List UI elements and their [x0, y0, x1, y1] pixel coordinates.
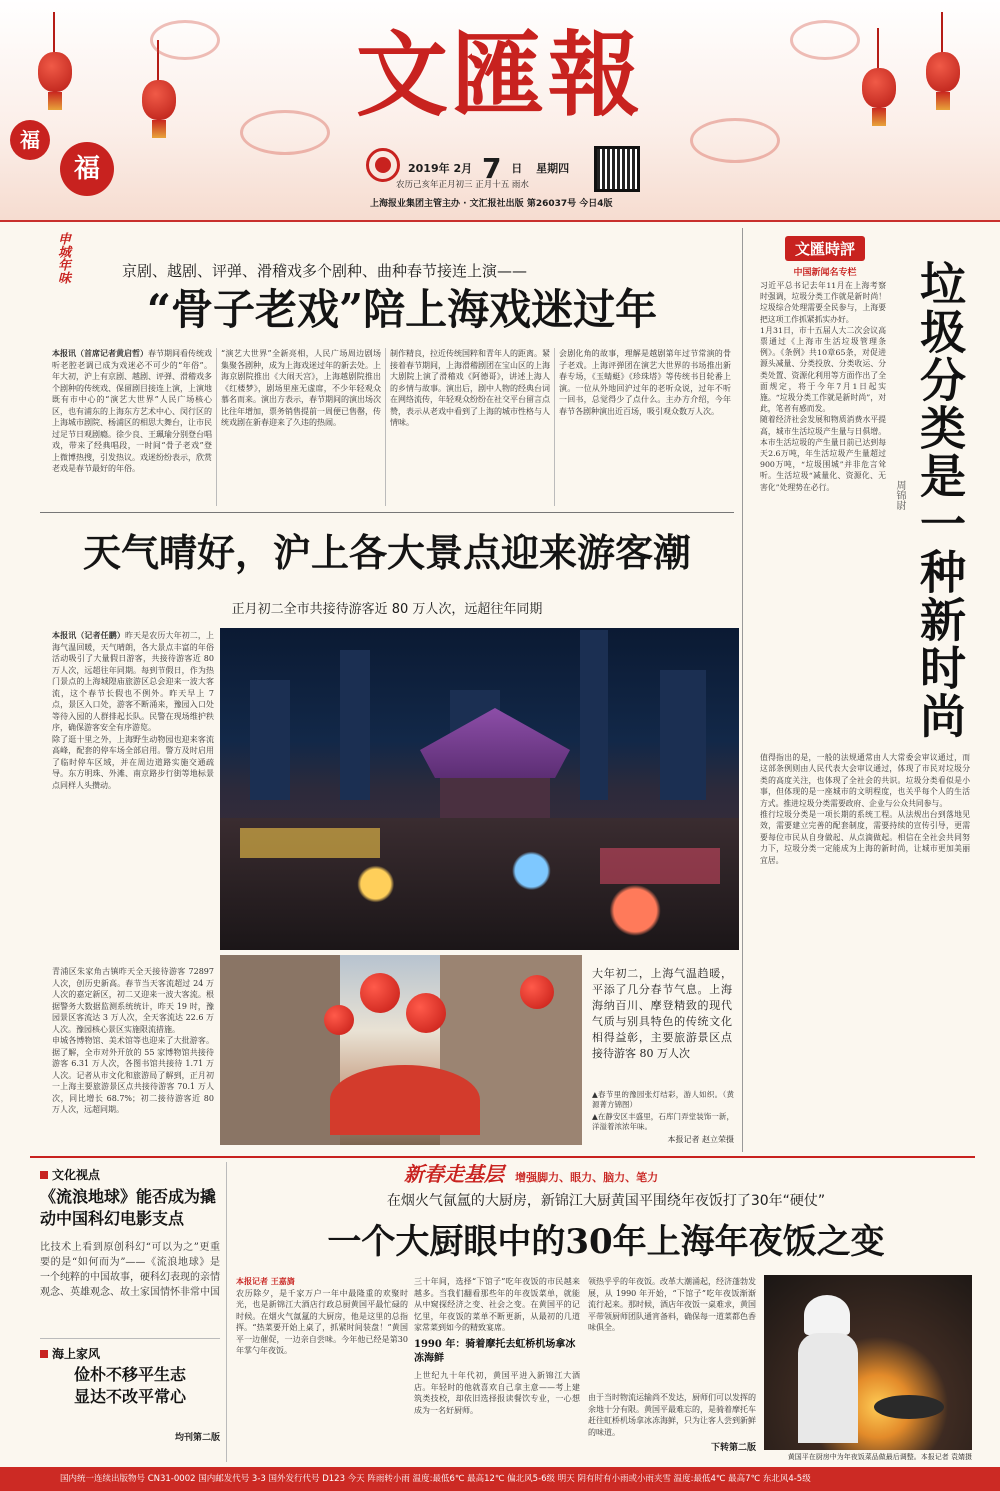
story1-body-3: 制作精良，拉近传统国粹和青年人的距离。紧接着春节期间，上海滑稽剧团在宝山区的上海大剧院上演了滑稽戏《阿德哥》，讲述上海人的乡情与故事。演出后，剧中人物的经典台词在网络流传，年轻观众纷纷在社交平台留言点赞，表示从老戏中看到了上海的城市性格与人情味。	[390, 349, 550, 427]
issue-weekday: 星期四	[536, 162, 570, 175]
family-section-label: 海上家风	[40, 1345, 220, 1362]
story1-kicker: 京剧、越剧、评弹、滑稽戏多个剧种、曲种春节接连上演——	[122, 262, 528, 280]
commentary-body-2: 1月31日，市十五届人大二次会议高票通过《上海市生活垃圾管理条例》。《条例》共10章65条，对促进源头减量、分类投放、分类收运、分类处置、资源化利用等方面作出了全面规定，将于今年7月1日起实施。“垃圾分类工作就是新时尚”，对此，笔者有感而发。	[760, 325, 886, 414]
lunar-date: 农历己亥年正月初三 正月十五 雨水	[396, 180, 529, 190]
commentary-body-1: 习近平总书记去年11月在上海考察时强调，垃圾分类工作就是新时尚！垃圾综合处理需要全民参与，上海要把这项工作抓紧抓实办好。	[760, 281, 886, 324]
culture-headline: 《流浪地球》能否成为撬动中国科幻电影支点	[40, 1187, 217, 1228]
story3-subhead: 1990 年：骑着摩托去虹桥机场拿冰冻海鲜	[414, 1339, 576, 1364]
story2-caption-3: ▲在静安区丰盛里，石库门弄堂装饰一新，洋溢着浓浓年味。	[592, 1112, 734, 1131]
lantern-icon	[862, 68, 896, 108]
story1-body-1: 春节期间看传统戏听老腔老调已成为戏迷必不可少的“年俗”。年大初，沪上有京剧、越剧、评弹、滑稽戏多个剧种的传统戏、保留剧目接连上演，上演地既有市中心的“演艺大世界”人民广场核心区，也有浦东的上海东方艺术中心、闵行区的上海城市剧院、杨浦区的相思大舞台，让市民过足节日观剧瘾。徐少良、王珮瑜分别登台唱戏，带来了经典唱段，一时间“骨子老戏”登上微博热搜，引发热议。戏迷纷纷表示，欣赏老戏是春节最好的年俗。	[52, 349, 212, 473]
issue-date: 2019年 2月	[408, 162, 473, 175]
commentary-body-5: 推行垃圾分类是一项长期的系统工程。从法规出台到落地见效，需要建立完善的配套制度，需要持续的宣传引导，更需要每位市民从自身做起、从点滴做起。相信在全社会共同努力下，垃圾分类一定能成为上海的新时尚，让城市更加美丽宜居。	[760, 810, 970, 865]
story2-body-2: 除了逛十里之外，上海野生动物园也迎来客流高峰，配套的停车场全部启用。警方及时启用了临时停车区域，并在周边道路实施交通疏导。东方明珠、外滩、南京路步行街等地标景点同样人头攒动。	[52, 734, 214, 790]
family-jump-link[interactable]: 均刊第二版	[174, 1433, 220, 1443]
commentary-body-4: 值得指出的是，一般的法规通常由人大常委会审议通过，而这部条例则由人民代表大会审议通过，体现了市民对垃圾分类的高度关注，也体现了全社会的共识。垃圾分类看似是小事，但体现的是一座城市的文明程度，也关乎每个人的生活方式。推进垃圾分类需要政府、企业与公众共同参与。	[760, 753, 970, 808]
story3-body-4: 领热乎乎的年夜饭。改革大潮涌起，经济蓬勃发展，从 1990 年开始，“下馆子”吃年夜饭渐渐流行起来。那时候，酒店年夜饭一桌难求，黄国平带领厨师团队通宵备料，确保每一道菜都色香味俱全。	[588, 1277, 756, 1332]
lantern-icon	[38, 52, 72, 92]
lantern-icon	[142, 80, 176, 120]
story3-body-2: 三十年间，选择“下馆子”吃年夜饭的市民越来越多。当我们翻看那些年的年夜饭菜单，就能从中窥探经济之变、社会之变。在黄国平的记忆里，年夜饭的菜单不断更新，从最初的几道家常菜到如今的精致宴席。	[414, 1277, 580, 1332]
story3-kicker: 在烟火气氤氲的大厨房，新锦江大厨黄国平围绕年夜饭打了30年“硬仗”	[386, 1193, 826, 1209]
story-tag: 申城年味	[55, 232, 70, 284]
story3-photo-caption: 黄国平在厨房中为年夜饭菜品做最后调整。本报记者 袁婧摄	[787, 1453, 972, 1461]
story3-banner-tail: 增强脚力、眼力、脑力、笔力	[515, 1171, 659, 1184]
culture-body: 比技术上看到原创科幻“可以为之”更重要的是“如何而为”——《流浪地球》是一个纯粹的中国故事，硬科幻表现的亲情观念、英雄观念、故土家国情怀非常中国	[40, 1242, 220, 1298]
family-headline-a: 俭朴不移平生志	[73, 1365, 186, 1384]
story2-photo-caption: 大年初二，上海气温趋暖，平添了几分春节气息。上海海纳百川、摩登精致的现代气质与别具特色的传统文化相得益彰，主要旅游景区点接待游客 80 万人次	[592, 967, 732, 1060]
story3-jump-link[interactable]: 下转第二版	[710, 1443, 756, 1453]
story3-body-3: 上世纪九十年代初，黄国平进入新锦江大酒店。年轻时的他就喜欢自己拿主意——考上建筑类技校，却依旧选择报读餐饮专业，一心想成为一名好厨师。	[414, 1371, 580, 1415]
chef-cooking-photo	[764, 1275, 972, 1450]
commentary-author: 周锦尉	[894, 480, 905, 510]
story2-headline: 天气晴好，沪上各大景点迎来游客潮	[82, 530, 691, 575]
qr-code-icon	[594, 146, 640, 192]
issue-day-suffix: 日	[511, 162, 523, 175]
footer-bar: 国内统一连续出版物号 CN31-0002 国内邮发代号 3-3 国外发行代号 D123 今天 阵雨转小雨 温度:最低6℃ 最高12℃ 偏北风5-6级 明天 阴有时有小雨或小雨夹雪 温度:最低4℃ 最高7℃ 东北风4-5级	[0, 1467, 1000, 1491]
story2-body-3: 青浦区朱家角古镇昨天全天接待游客 72897 人次，创历史新高。春节当天客流超过 24 万人次的嘉定新区，初二又迎来一波大客流。根据警务大数据监测系统统计，昨天 19 时，豫园景区客流达 3 万人次，全天客流达 22.6 万人次。豫园核心景区实施限流措施。	[52, 967, 214, 1034]
commentary-subbadge: 中国新闻名专栏	[793, 268, 857, 278]
story2-byline: 本报讯（记者任鹏）	[52, 630, 125, 640]
commentary-body-bottom	[760, 752, 970, 1152]
story2-photo-credit: 本报记者 赵立荣摄	[667, 1135, 734, 1144]
masthead	[0, 0, 1000, 222]
culture-section-label: 文化视点	[40, 1166, 220, 1183]
story3-body-1: 农历除夕，是千家万户一年中最隆重的欢聚时光，也是新锦江大酒店行政总厨黄国平最忙碌的时候。在烟火气氤氲的大厨房，他是这里的总指挥。“热菜要开始上桌了，抓紧时间装盘！”黄国平一边催促，一边亲自尝味。今年他已经是第30年掌勺年夜饭。	[236, 1288, 408, 1355]
newspaper-logo: 文匯報	[355, 21, 644, 129]
story2-body-4: 申城各博物馆、美术馆等也迎来了大批游客。据了解，全市对外开放的 55 家博物馆共接待游客 6.31 万人次，各图书馆共接待 1.71 万人次。记者从市文化和旅游局了解到，正月初一上海主要旅游景区点共接待游客 70.1 万人次，同比增长 68.7%；初二接待游客近 80 万人次，远超同期。	[52, 1036, 214, 1114]
story1-body-4: 会剧化角的故事，理解是越剧第年过节常演的骨子老戏。上海评弹团在演艺大世界的书场推出新春专场，《玉蜻蜓》《珍珠塔》等传统书目轮番上演。一位从外地回沪过年的老听众说，过年不听一回书，总觉得少了点什么。主办方介绍，今年春节各剧种演出近百场，吸引观众数万人次。	[559, 349, 731, 416]
story1-byline: 本报讯（首席记者黄启哲）	[52, 348, 148, 358]
story3-headline: 一个大厨眼中的30年上海年夜饭之变	[327, 1222, 885, 1262]
lantern-icon	[926, 52, 960, 92]
commentary-body-3: 随着经济社会发展和物质消费水平提高，城市生活垃圾产生量与日俱增。本市生活垃圾的产生量日前已达到每天2.6万吨，年生活垃圾产生量超过900万吨，“垃圾围城”并非危言耸听。生活垃圾“减量化、资源化、无害化”处理势在必行。	[760, 415, 886, 492]
story2-caption-2: ▲春节里的豫园张灯结彩，游人如织。（黄源菁方锦图）	[592, 1090, 734, 1109]
story3-banner: 新春走基层	[404, 1162, 504, 1186]
commentary-body-top	[760, 280, 886, 750]
story3-byline: 本报记者 王嘉旖	[236, 1276, 295, 1286]
publisher-line: 上海报业集团主管主办 · 文汇报社出版 第26037号 今日4版	[370, 199, 613, 209]
jingan-lane-photo	[220, 955, 582, 1145]
yuyuan-night-photo	[220, 628, 739, 950]
fu-seal-icon: 福	[60, 142, 114, 196]
family-headline-b: 显达不改平常心	[73, 1387, 186, 1406]
story1-headline: “骨子老戏”陪上海戏迷过年	[146, 285, 658, 334]
story2-subhead: 正月初二全市共接待游客近 80 万人次，远超往年同期	[231, 602, 543, 617]
story2-body-1: 昨天是农历大年初二，上海气温回暖，天气晴朗，各大景点丰富的年俗活动吸引了大量假日游客，共接待游客近 80 万人次，远超往年同期。每到节假日，作为热门景点的上海城隍庙旅游区总会迎来一波大客流，这个春节长假也不例外。昨天早上 7 点，景区入口处，游客不断涌来，豫园入口处等待入园的人群排起长队。民警在现场维护秩序，确保游客安全有序游览。	[52, 631, 214, 732]
story3-body-5: 由于当时物流运输尚不发达，厨师们可以发挥的余地十分有限。黄国平最难忘的，是骑着摩托车赶往虹桥机场拿冰冻海鲜，只为让客人尝到新鲜的味道。	[588, 1393, 756, 1437]
story1-body-2: “演艺大世界”全新亮相，人民广场周边剧场集聚各剧种，成为上海戏迷过年的新去处。上海京剧院推出《大闹天宫》，上海越剧院推出《红楼梦》，剧场里座无虚席，不少年轻观众慕名而来。演出方表示，春节期间的演出场次比往年增加，票务销售提前一周便已售罄，传统戏剧在新春迎来了久违的热闹。	[221, 349, 381, 427]
commentary-badge: 文匯時評	[785, 236, 865, 261]
fu-seal-icon: 福	[10, 120, 50, 160]
logo-emblem-icon	[366, 148, 400, 182]
commentary-title: 垃圾分类是一种新时尚	[913, 260, 967, 740]
issue-day: 7	[481, 152, 502, 185]
